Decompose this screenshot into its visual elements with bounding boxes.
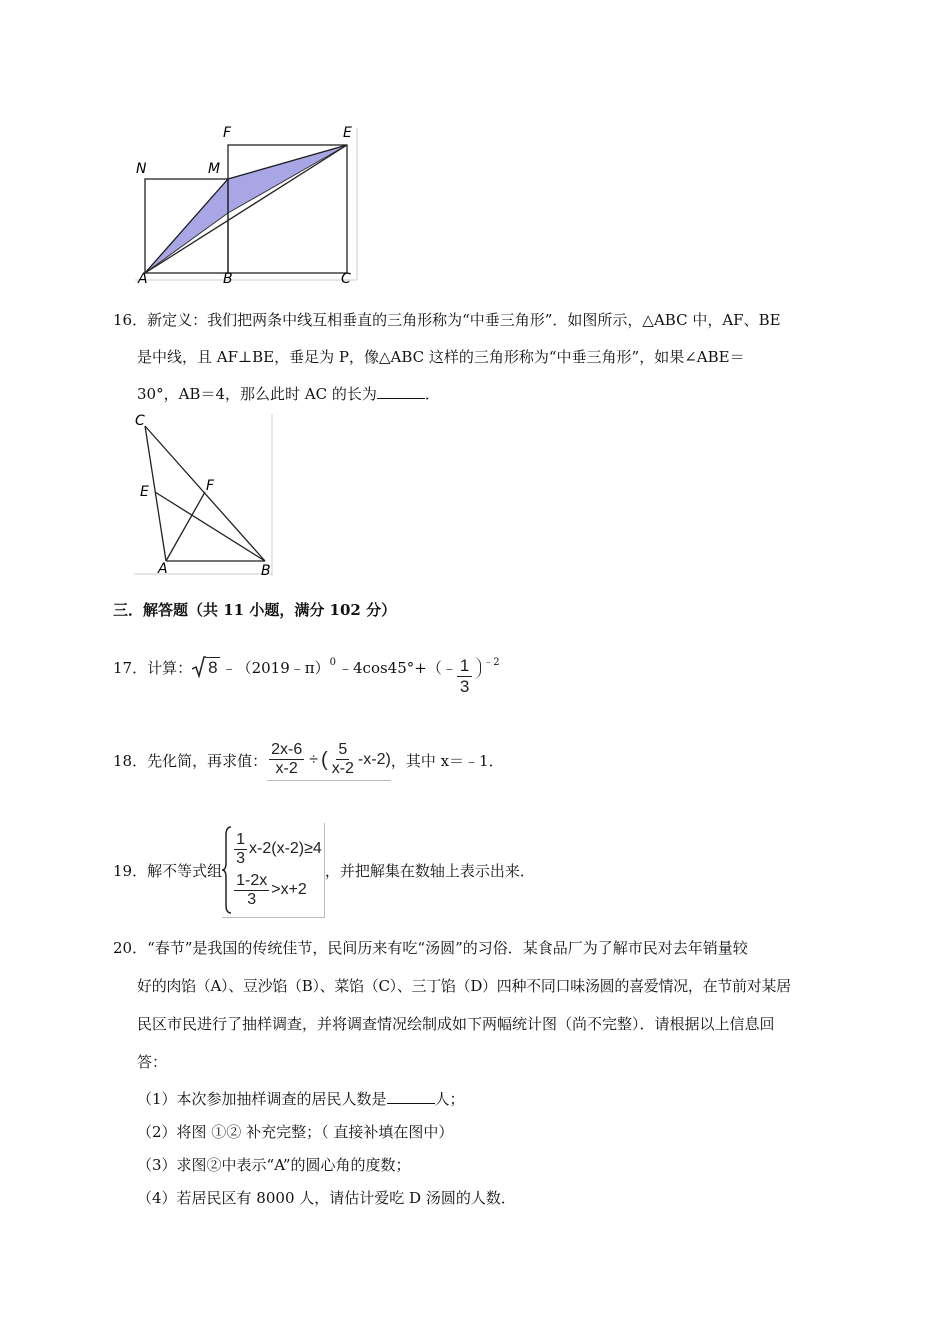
figure-q16 (128, 410, 278, 580)
q17-sqrt-arg: 8 (208, 658, 218, 677)
q18-suffix: ，其中 x＝﹣1． (390, 752, 504, 770)
q18-expression (267, 741, 391, 781)
sqrt-sign-icon (192, 656, 206, 678)
q17-number: 17． (113, 659, 148, 677)
q20-sub2: （2）将图 ①② 补充完整；（ 直接补填在图中） (137, 1123, 454, 1141)
q17-part2: ﹣（2019﹣π） (221, 659, 330, 677)
label-m: M (208, 161, 221, 177)
q19-system (222, 823, 325, 918)
q18-div: ÷ (309, 750, 319, 768)
q18-number: 18． (113, 752, 148, 770)
q17-exp2: ﹣2 (483, 657, 500, 668)
q19-ineq1-den: 3 (236, 849, 246, 867)
q19-ineq2-frac (234, 872, 269, 909)
label-a: A (158, 561, 168, 577)
figure-q15 (130, 120, 370, 285)
q19-ineq2-den: 3 (247, 890, 257, 908)
q16-answer-blank[interactable] (377, 384, 425, 399)
q17-exp0: 0 (329, 657, 336, 668)
q20-line3: 民区市民进行了抽样调查，并将调查情况绘制成如下两幅统计图（尚不完整）．请根据以上信息回 (137, 1015, 775, 1033)
q20-line4: 答： (137, 1053, 168, 1071)
q16-number: 16． (113, 311, 148, 329)
brace-icon (222, 825, 232, 915)
q19-prefix: 解不等式组 (147, 861, 223, 880)
q19-ineq1 (232, 831, 322, 868)
segment-am (145, 179, 228, 273)
q18-frac1-den: x-2 (275, 760, 298, 777)
q16-text1: 新定义：我们把两条中线互相垂直的三角形称为“中垂三角形”．如图所示，△ABC 中，AF、BE (147, 311, 781, 329)
q17-fraction (457, 656, 472, 697)
q19-ineq1-rest: x-2(x-2)≥4 (249, 840, 322, 857)
q18-frac1 (269, 741, 304, 778)
label-f: F (223, 125, 232, 141)
label-n: N (136, 161, 147, 177)
q16-line3 (137, 384, 440, 404)
q18-frac2 (330, 741, 356, 778)
label-c: C (341, 271, 351, 285)
q18-frac1-num: 2x-6 (271, 741, 303, 758)
q20-answer-blank[interactable] (387, 1089, 435, 1104)
q19-ineq2-rest: >x+2 (271, 881, 307, 898)
q16-line2: 是中线，且 AF⊥BE，垂足为 P，像△ABC 这样的三角形称为“中垂三角形”，如果∠ABE＝ (137, 348, 745, 366)
label-b: B (223, 271, 233, 285)
q20-sub1-text: （1）本次参加抽样调查的居民人数是 (137, 1090, 387, 1108)
label-e: E (343, 125, 352, 141)
segment-ae (145, 145, 347, 273)
q20-line2: 好的肉馅（A）、豆沙馅（B）、菜馅（C）、三丁馅（D）四种不同口味汤圆的喜爱情况，在节前对某居 (137, 977, 791, 995)
q18-frac2-num: 5 (338, 741, 348, 758)
q16-line1 (113, 310, 781, 330)
q20-line1 (113, 938, 748, 958)
q16-text3: 30°，AB＝4，那么此时 AC 的长为 (137, 385, 377, 403)
label-b: B (261, 563, 271, 579)
q17-sqrt (192, 656, 219, 678)
q18-tail: -x-2) (357, 750, 391, 768)
q19-ineq1-num: 1 (236, 830, 246, 848)
q17-line (113, 658, 500, 702)
label-f: F (206, 478, 215, 494)
q18-prefix: 先化简，再求值： (147, 752, 268, 770)
q19-number: 19． (113, 861, 148, 880)
q20-text1: “春节”是我国的传统佳节，民间历来有吃“汤圆”的习俗．某食品厂为了解市民对去年销量较 (147, 939, 748, 957)
q19-ineq2 (232, 872, 322, 909)
q19-line (113, 822, 535, 918)
label-c: C (135, 413, 145, 429)
q17-close-paren (472, 657, 481, 679)
q18-open: ( (321, 748, 328, 771)
q16-text3-end: ． (424, 385, 440, 403)
label-e: E (140, 484, 149, 500)
q19-suffix: ，并把解集在数轴上表示出来． (324, 861, 535, 880)
q18-line (113, 738, 504, 784)
q20-sub4: （4）若居民区有 8000 人，请估计爱吃 D 汤圆的人数． (137, 1189, 516, 1207)
q17-frac-num: 1 (457, 656, 472, 677)
label-a: A (138, 271, 148, 285)
q18-frac2-den: x-2 (331, 760, 354, 777)
q20-number: 20． (113, 939, 148, 957)
q19-ineq2-num: 1-2x (236, 871, 268, 889)
q17-frac-den: 3 (459, 677, 470, 696)
q20-sub3: （3）求图②中表示“A”的圆心角的度数； (137, 1156, 411, 1174)
q17-prefix: 计算： (147, 659, 193, 677)
q19-ineq1-frac (234, 831, 247, 868)
q20-sub1-end: 人； (434, 1090, 465, 1108)
section-3-heading: 三．解答题（共 11 小题，满分 102 分） (113, 601, 397, 619)
q20-sub1 (137, 1089, 465, 1109)
q17-part3: ﹣4cos45°+（﹣ (338, 659, 457, 677)
